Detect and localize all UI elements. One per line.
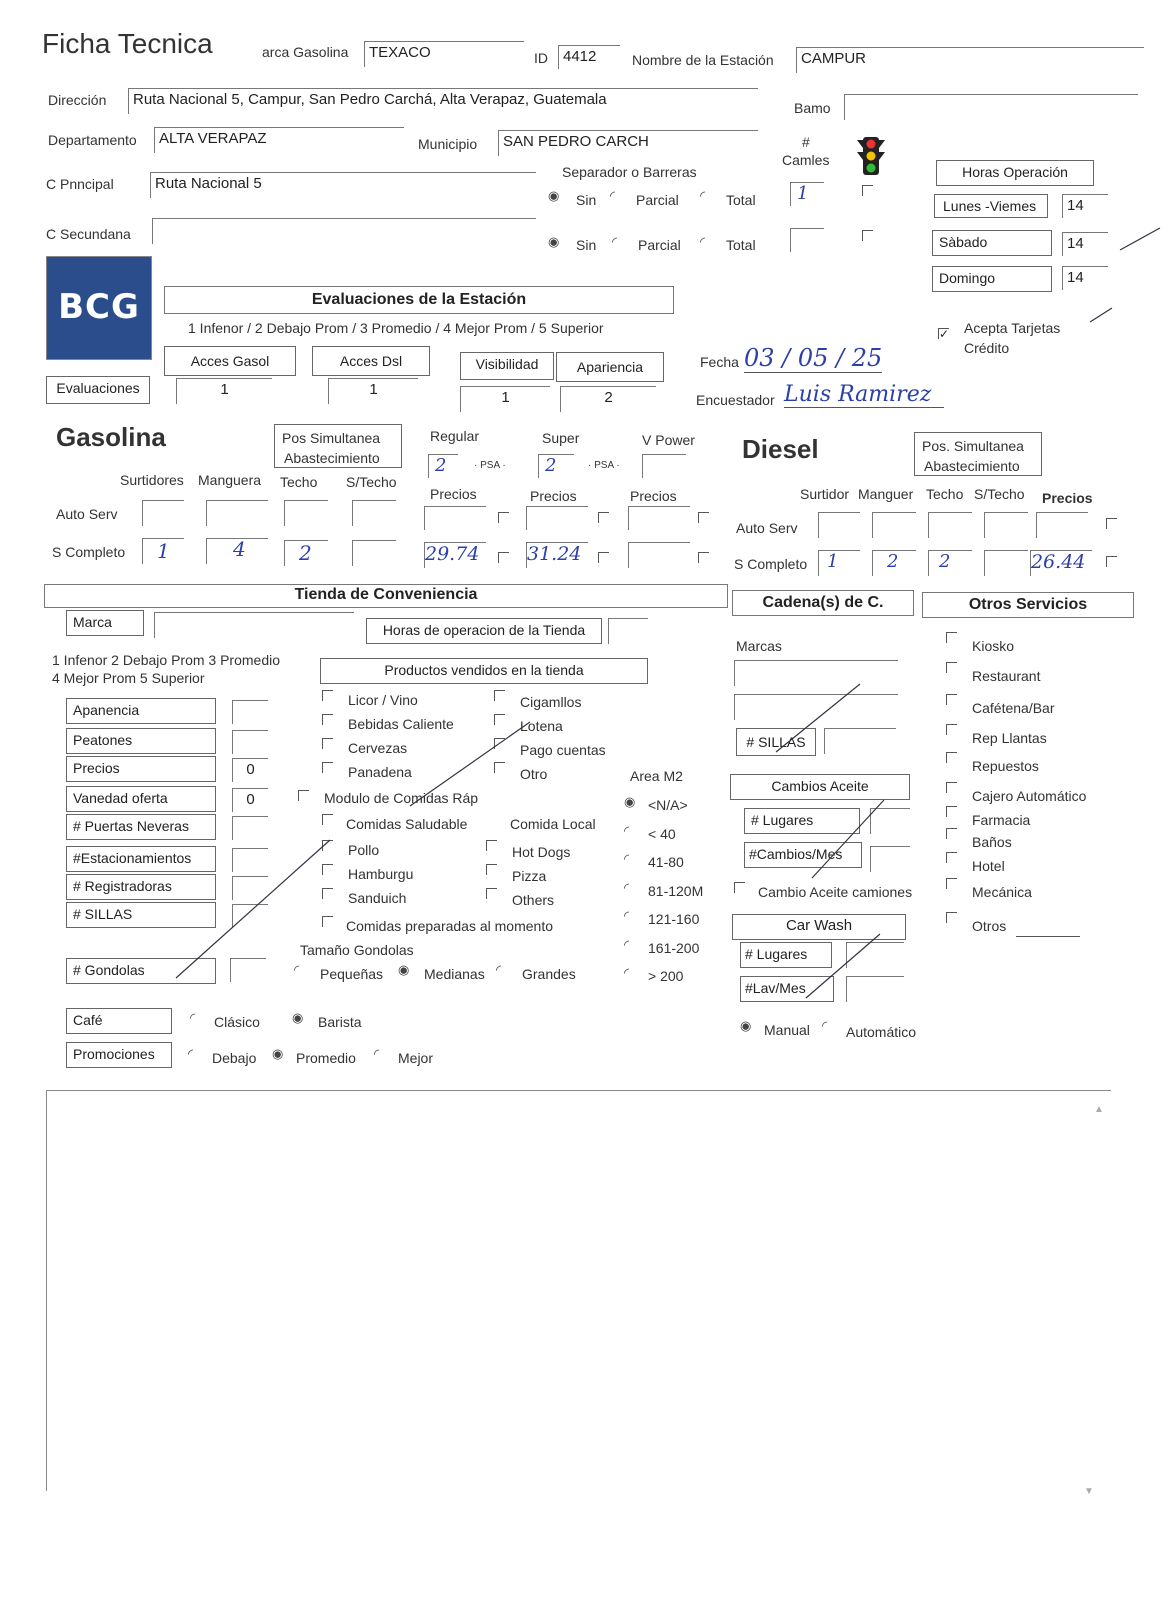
tienda-field-label: Vanedad oferta bbox=[66, 786, 216, 812]
producto-label: Pago cuentas bbox=[520, 742, 606, 758]
area-label-option: < 40 bbox=[648, 825, 676, 842]
c-secundaria-label: C Secundana bbox=[46, 226, 131, 242]
sep2-total-label: Total bbox=[726, 237, 756, 253]
cw-automatico-radio[interactable]: ◜ bbox=[822, 1018, 828, 1033]
hours-weekday-field[interactable]: 14 bbox=[1062, 194, 1108, 218]
c-principal-label: C Pnncipal bbox=[46, 176, 114, 192]
direccion-field[interactable]: Ruta Nacional 5, Campur, San Pedro Carchá, Alta Verapaz, Guatemala bbox=[128, 88, 758, 114]
otros-label: Baños bbox=[972, 834, 1012, 850]
cafe-clasico-label: Clásico bbox=[214, 1014, 260, 1030]
id-label: ID bbox=[534, 50, 548, 66]
aceite-camiones-label: Cambio Aceite camiones bbox=[758, 884, 913, 900]
producto-label: Bebidas Caliente bbox=[348, 716, 454, 732]
sep2-sin-label: Sin bbox=[576, 237, 597, 253]
cw-automatico-label: Automático bbox=[846, 1024, 917, 1040]
producto-label: Cigamllos bbox=[520, 694, 582, 710]
area-label-option: 161-200 bbox=[648, 939, 700, 956]
promo-promedio-radio[interactable]: ◉ bbox=[272, 1046, 284, 1061]
producto-label: Cervezas bbox=[348, 740, 408, 756]
fecha-value[interactable]: 03 / 05 / 25 bbox=[744, 344, 883, 372]
area-label-option: > 200 bbox=[648, 968, 684, 984]
cafe-clasico-radio[interactable]: ◜ bbox=[190, 1010, 196, 1025]
marca-field[interactable]: TEXACO bbox=[364, 41, 524, 67]
hours-saturday-field[interactable]: 14 bbox=[1062, 232, 1108, 256]
diesel-s-completo-label: S Completo bbox=[734, 556, 808, 572]
sep2-parcial-radio[interactable]: ◜ bbox=[612, 234, 618, 249]
super-pos-value: 2 bbox=[545, 455, 557, 476]
cw-lugares-label: # Lugares bbox=[740, 942, 832, 968]
saludable-label: Comidas Saludable bbox=[346, 816, 468, 832]
producto-label: Panadena bbox=[348, 764, 412, 780]
regular-precios-label: Precios bbox=[430, 486, 477, 502]
acepta-label-2: Crédito bbox=[964, 340, 1010, 356]
gondolas-label: # Gondolas bbox=[66, 958, 216, 984]
sep1-total-label: Total bbox=[726, 192, 756, 208]
comida-label: Pizza bbox=[512, 868, 547, 884]
tienda-field-label: Apanencia bbox=[66, 698, 216, 724]
otros-label: Otros bbox=[972, 918, 1007, 934]
otros-label: Cafétena/Bar bbox=[972, 700, 1055, 716]
hours-sunday-field[interactable]: 14 bbox=[1062, 266, 1108, 290]
col-manguera: Manguera bbox=[198, 472, 262, 488]
marca-label: arca Gasolina bbox=[262, 44, 349, 60]
acces-dsl-label: Acces Dsl bbox=[312, 346, 430, 376]
otros-label: Farmacia bbox=[972, 812, 1031, 828]
sep1-parcial-radio[interactable]: ◜ bbox=[610, 188, 616, 203]
cafe-barista-label: Barista bbox=[318, 1014, 362, 1030]
area-radio[interactable]: ◜ bbox=[624, 936, 630, 952]
tienda-field-label: #Estacionamientos bbox=[66, 846, 216, 872]
tienda-field-label: Precios bbox=[66, 756, 216, 782]
promo-label: Promociones bbox=[66, 1042, 172, 1068]
diesel-col-techo: Techo bbox=[926, 486, 964, 502]
acces-gasol-label: Acces Gasol bbox=[164, 346, 296, 376]
diesel-title: Diesel bbox=[742, 434, 819, 464]
promo-promedio-label: Promedio bbox=[296, 1050, 356, 1066]
comida-label: Hamburgu bbox=[348, 866, 414, 882]
tamano-medianas-label: Medianas bbox=[424, 966, 485, 982]
diesel-auto-serv-label: Auto Serv bbox=[736, 520, 798, 536]
visibilidad-field[interactable]: 1 bbox=[460, 386, 550, 412]
area-label-option: 41-80 bbox=[648, 854, 684, 870]
diesel-sc-surtidor-value: 1 bbox=[827, 551, 839, 572]
tienda-field-value[interactable]: 0 bbox=[232, 758, 268, 782]
evaluaciones-row-label: Evaluaciones bbox=[46, 376, 150, 404]
diesel-col-precios: Precios bbox=[1042, 490, 1093, 506]
gas-sc-regular-value: 29.74 bbox=[425, 543, 480, 565]
modulo-label: Modulo de Comidas Ráp bbox=[324, 790, 479, 806]
cw-lav-mes-label: #Lav/Mes bbox=[740, 976, 834, 1002]
diesel-col-stecho: S/Techo bbox=[974, 486, 1025, 502]
tienda-field-value[interactable]: 0 bbox=[232, 788, 268, 812]
comida-label: Hot Dogs bbox=[512, 844, 571, 860]
scroll-down-icon[interactable]: ▼ bbox=[1084, 1486, 1094, 1497]
tienda-marca-label: Marca bbox=[66, 610, 144, 636]
sep1-total-radio[interactable]: ◜ bbox=[700, 188, 706, 203]
tienda-scale-2: 4 Mejor Prom 5 Superior bbox=[52, 670, 205, 686]
vpower-precios-label: Precios bbox=[630, 488, 677, 504]
visibilidad-label: Visibilidad bbox=[460, 352, 554, 380]
promo-debajo-radio[interactable]: ◜ bbox=[188, 1046, 194, 1061]
departamento-field[interactable]: ALTA VERAPAZ bbox=[154, 127, 404, 153]
area-label: Area M2 bbox=[630, 768, 683, 784]
page-title: Ficha Tecnica bbox=[42, 28, 213, 59]
acces-dsl-field[interactable]: 1 bbox=[328, 378, 418, 404]
otros-title: Otros Servicios bbox=[922, 592, 1134, 618]
camiones-value-1: 1 bbox=[797, 183, 809, 204]
otros-label: Hotel bbox=[972, 858, 1005, 874]
col-surtidores: Surtidores bbox=[120, 472, 184, 488]
area-radio[interactable]: ◜ bbox=[624, 822, 630, 838]
sep1-sin-label: Sin bbox=[576, 192, 597, 208]
camiones-label-hash: # bbox=[802, 134, 810, 150]
otros-label: Repuestos bbox=[972, 758, 1039, 774]
sep2-sin-radio[interactable]: ◉ bbox=[548, 234, 560, 249]
tamano-grandes-label: Grandes bbox=[522, 966, 576, 982]
cadena-marcas-label: Marcas bbox=[736, 638, 782, 654]
gas-auto-serv-label: Auto Serv bbox=[56, 506, 118, 522]
gas-s-completo-label: S Completo bbox=[52, 544, 126, 560]
direccion-label: Dirección bbox=[48, 92, 107, 108]
cw-manual-label: Manual bbox=[764, 1022, 810, 1038]
area-radio[interactable]: ◜ bbox=[624, 851, 630, 866]
producto-label: Otro bbox=[520, 766, 548, 782]
apariencia-label: Apariencia bbox=[556, 352, 664, 382]
diesel-sc-price-value: 26.44 bbox=[1031, 551, 1086, 573]
area-radio[interactable]: ◜ bbox=[624, 965, 630, 980]
departamento-label: Departamento bbox=[48, 132, 137, 148]
promo-debajo-label: Debajo bbox=[212, 1050, 257, 1066]
encuestador-label: Encuestador bbox=[696, 392, 775, 408]
area-label-option: <N/A> bbox=[648, 797, 688, 813]
diesel-sc-techo-value: 2 bbox=[939, 551, 951, 572]
producto-label: Licor / Vino bbox=[348, 692, 418, 708]
tienda-field-label: # Puertas Neveras bbox=[66, 814, 216, 840]
cafe-barista-radio[interactable]: ◉ bbox=[292, 1010, 304, 1025]
car-wash-title: Car Wash bbox=[732, 914, 906, 940]
promo-mejor-label: Mejor bbox=[398, 1050, 434, 1066]
separador-label: Separador o Barreras bbox=[562, 164, 697, 180]
hours-sunday-label: Domingo bbox=[932, 266, 1052, 292]
gas-sc-techo-value: 2 bbox=[299, 541, 312, 565]
acces-gasol-field[interactable]: 1 bbox=[176, 378, 272, 404]
cambios-aceite-title: Cambios Aceite bbox=[730, 774, 910, 800]
area-label-option: 81-120M bbox=[648, 882, 704, 899]
gasolina-pos-label-2: Abastecimiento bbox=[284, 450, 380, 466]
apariencia-field[interactable]: 2 bbox=[560, 386, 656, 412]
otros-label: Rep Llantas bbox=[972, 730, 1047, 746]
station-label: Nombre de la Estación bbox=[632, 52, 774, 68]
tamano-label: Tamaño Gondolas bbox=[300, 942, 414, 958]
super-psa: · PSA · bbox=[588, 460, 620, 471]
gas-sc-manguera-value: 4 bbox=[233, 538, 246, 561]
tamano-pequenas-radio[interactable]: ◜ bbox=[294, 962, 300, 977]
acepta-checkbox[interactable]: ✓ bbox=[939, 327, 950, 341]
regular-psa: · PSA · bbox=[474, 460, 506, 471]
tamano-medianas-radio[interactable]: ◉ bbox=[398, 962, 410, 977]
evaluaciones-title: Evaluaciones de la Estación bbox=[164, 286, 674, 314]
bcg-logo-text: BCG bbox=[58, 287, 140, 327]
regular-label: Regular bbox=[430, 428, 480, 444]
col-stecho: S/Techo bbox=[346, 474, 397, 490]
scroll-up-icon[interactable]: ▲ bbox=[1094, 1104, 1104, 1115]
tienda-field-label: Peatones bbox=[66, 728, 216, 754]
encuestador-value[interactable]: Luis Ramirez bbox=[784, 382, 944, 408]
fecha-label: Fecha bbox=[700, 354, 739, 370]
tamano-pequenas-label: Pequeñas bbox=[320, 966, 384, 982]
area-label-option: 121-160 bbox=[648, 911, 700, 927]
vpower-label: V Power bbox=[642, 432, 695, 448]
diesel-pos-label-2: Abastecimiento bbox=[924, 458, 1020, 474]
aceite-cambios-mes-label: #Cambios/Mes bbox=[744, 842, 862, 868]
municipio-field[interactable]: SAN PEDRO CARCH bbox=[498, 130, 758, 156]
gas-sc-super-value: 31.24 bbox=[527, 543, 582, 565]
area-radio[interactable]: ◉ bbox=[624, 794, 636, 809]
tienda-scale-1: 1 Infenor 2 Debajo Prom 3 Promedio bbox=[52, 652, 281, 668]
super-label: Super bbox=[542, 430, 580, 446]
hours-title: Horas Operación bbox=[936, 160, 1094, 186]
cw-manual-radio[interactable]: ◉ bbox=[740, 1018, 752, 1033]
otros-label: Restaurant bbox=[972, 668, 1041, 684]
super-precios-label: Precios bbox=[530, 488, 577, 504]
preparadas-label: Comidas preparadas al momento bbox=[346, 918, 553, 934]
sep2-parcial-label: Parcial bbox=[638, 237, 681, 253]
otros-label: Mecánica bbox=[972, 884, 1032, 900]
sep2-total-radio[interactable]: ◜ bbox=[700, 234, 706, 249]
hours-weekday-label: Lunes -Viemes bbox=[934, 194, 1048, 218]
regular-pos-value: 2 bbox=[435, 455, 447, 476]
diesel-col-surtidor: Surtidor bbox=[800, 486, 850, 502]
camiones-label: Camles bbox=[782, 152, 830, 168]
comida-local-label: Comida Local bbox=[510, 816, 596, 832]
otros-label: Cajero Automático bbox=[972, 788, 1087, 804]
productos-title: Productos vendidos en la tienda bbox=[320, 658, 648, 684]
diesel-col-manguer: Manguer bbox=[858, 486, 914, 502]
cafe-label: Café bbox=[66, 1008, 172, 1034]
tamano-grandes-radio[interactable]: ◜ bbox=[496, 962, 502, 977]
diesel-sc-manguer-value: 2 bbox=[887, 551, 899, 572]
municipio-label: Municipio bbox=[418, 136, 478, 152]
diesel-pos-label-1: Pos. Simultanea bbox=[922, 438, 1024, 454]
aceite-lugares-label: # Lugares bbox=[744, 808, 860, 834]
tienda-field-label: # SILLAS bbox=[66, 902, 216, 928]
hours-saturday-label: Sàbado bbox=[932, 230, 1052, 256]
gasolina-pos-label-1: Pos Simultanea bbox=[282, 430, 381, 446]
evaluaciones-scale: 1 Infenor / 2 Debajo Prom / 3 Promedio / 4 Mejor Prom / 5 Superior bbox=[188, 320, 604, 336]
comida-label: Sanduich bbox=[348, 890, 407, 906]
tienda-title: Tienda de Conveniencia bbox=[44, 584, 728, 608]
tienda-field-label: # Registradoras bbox=[66, 874, 216, 900]
station-field[interactable]: CAMPUR bbox=[796, 47, 1144, 73]
comida-label: Others bbox=[512, 892, 555, 908]
sep1-sin-radio[interactable]: ◉ bbox=[548, 188, 560, 203]
comida-label: Pollo bbox=[348, 842, 380, 858]
gas-sc-surtidores-value: 1 bbox=[157, 539, 170, 563]
col-techo: Techo bbox=[280, 474, 318, 490]
area-radio[interactable]: ◜ bbox=[624, 879, 630, 895]
tienda-horas-label: Horas de operacion de la Tienda bbox=[366, 618, 602, 644]
cadena-title: Cadena(s) de C. bbox=[732, 590, 914, 616]
cadena-sillas-label: # SILLAS bbox=[736, 728, 816, 756]
area-radio[interactable]: ◜ bbox=[624, 908, 630, 923]
barrio-label: Bamo bbox=[794, 100, 831, 116]
sep1-parcial-label: Parcial bbox=[636, 192, 679, 208]
acepta-label-1: Acepta Tarjetas bbox=[964, 320, 1061, 336]
otros-label: Kiosko bbox=[972, 638, 1015, 654]
producto-label: Lotena bbox=[520, 718, 563, 734]
c-principal-field[interactable]: Ruta Nacional 5 bbox=[150, 172, 536, 198]
id-field[interactable]: 4412 bbox=[558, 45, 620, 69]
promo-mejor-radio[interactable]: ◜ bbox=[374, 1046, 380, 1061]
gasolina-title: Gasolina bbox=[56, 422, 166, 452]
